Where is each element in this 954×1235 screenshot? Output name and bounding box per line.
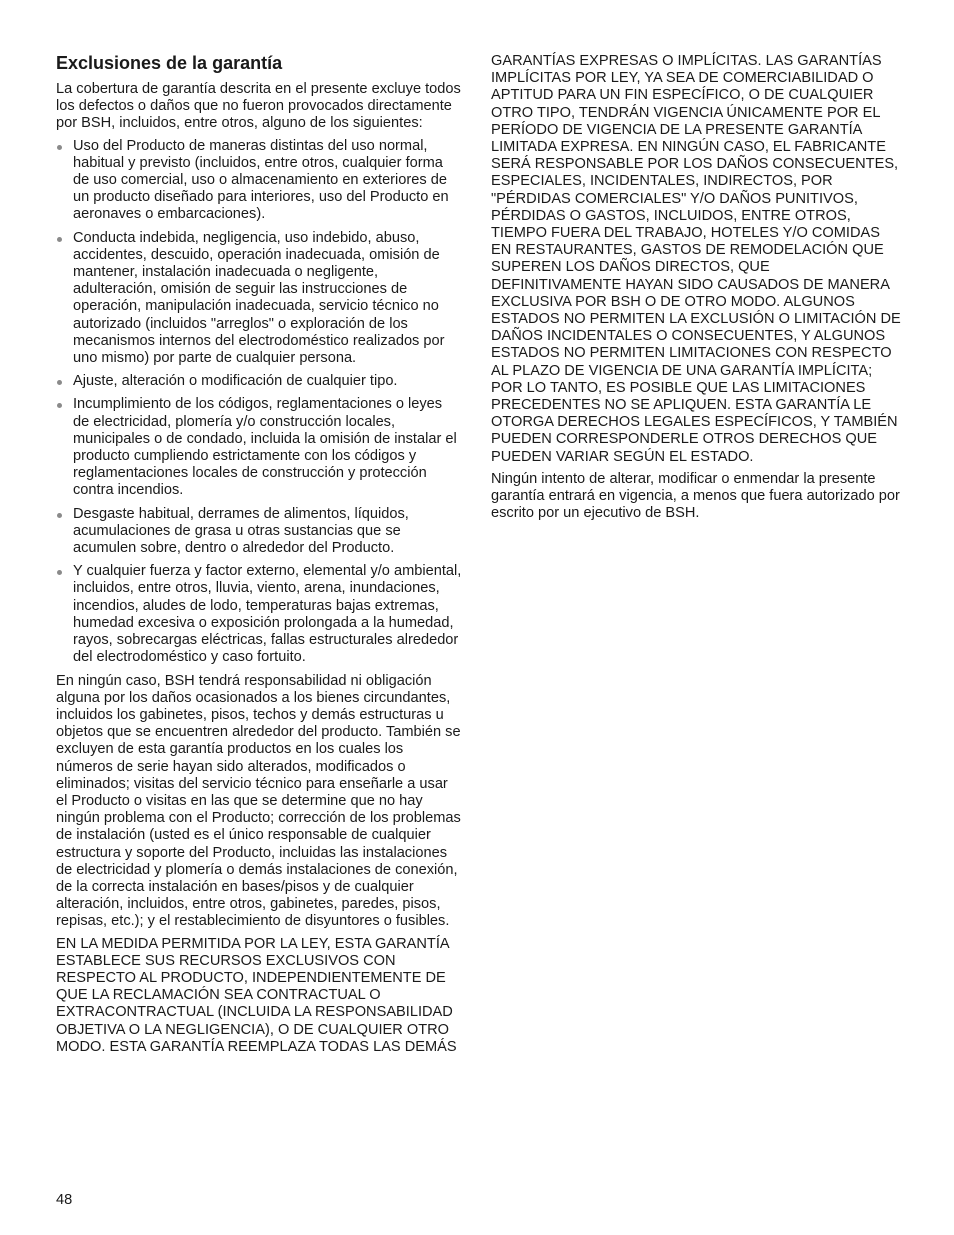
bullet-icon bbox=[57, 570, 62, 575]
list-item-text: Incumplimiento de los códigos, reglamentaciones o leyes de electricidad, plomería y/o construcción locales, municipales o de condado, incluida la omisión de instalar el producto cumpliendo estrictamente con los códigos y reglamentaciones locales de construcción y protección contra incendios. bbox=[73, 396, 457, 499]
legal-paragraph-part2: GARANTÍAS EXPRESAS O IMPLÍCITAS. LAS GARANTÍAS IMPLÍCITAS POR LEY, YA SEA DE COMERCIABILIDAD O APTITUD PARA UN FIN ESPECÍFICO, O DE CUALQUIER OTRO TIPO, TENDRÁN VIGENCIA ÚNICAMENTE POR EL PERÍODO DE VIGENCIA DE LA PRESENTE GARANTÍA LIMITADA EXPRESA. EN NINGÚN CASO, EL FABRICANTE SERÁ RESPONSABLE POR LOS DAÑOS CONSECUENTES, ESPECIALES, INCIDENTALES, INDIRECTOS, POR "PÉRDIDAS COMERCIALES" Y/O DAÑOS PUNITIVOS, PÉRDIDAS O GASTOS, INCLUIDOS, ENTRE OTROS, TIEMPO FUERA DEL TRABAJO, HOTELES Y/O COMIDAS EN RESTAURANTES, GASTOS DE REMODELACIÓN QUE SUPEREN LOS DAÑOS DIRECTOS, QUE DEFINITIVAMENTE HAYAN SIDO CAUSADOS DE MANERA EXCLUSIVA POR BSH O DE OTRO MODO. ALGUNOS ESTADOS NO PERMITEN LA EXCLUSIÓN O LIMITACIÓN DE DAÑOS INCIDENTALES O CONSECUENTES, Y ALGUNOS ESTADOS NO PERMITEN LIMITACIONES CON RESPECTO AL PLAZO DE VIGENCIA DE UNA GARANTÍA IMPLÍCITA; POR LO TANTO, ES POSIBLE QUE LAS LIMITACIONES PRECEDENTES NO SE APLIQUEN. ESTA GARANTÍA LE OTORGA DERECHOS LEGALES ESPECÍFICOS, Y TAMBIÉN PUEDEN CORRESPONDERLE OTROS DERECHOS QUE PUEDEN VARIAR SEGÚN EL ESTADO. bbox=[491, 53, 901, 465]
bullet-icon bbox=[57, 380, 62, 385]
list-item bbox=[56, 506, 462, 558]
liability-paragraph: En ningún caso, BSH tendrá responsabilidad ni obligación alguna por los daños ocasionados a los bienes circundantes, incluidos los gabinetes, pisos, techos y demás estructuras u objetos que se encuentren alrededor del producto. También se excluyen de esta garantía productos en los cuales los números de serie hayan sido alterados, modificados o eliminados; visitas del servicio técnico para enseñarle a usar el Producto o visitas en las que se determine que no hay ningún problema con el Producto; corrección de los problemas de instalación (usted es el único responsable de cualquier estructura y soporte del Producto, incluidas las instalaciones de electricidad y plomería o demás instalaciones de conexión, de la correcta instalación en bases/pisos y de cualquier alteración, incluidos, entre otros, gabinetes, paredes, pisos, repisas, etc.); y el restablecimiento de disyuntores o fusibles. bbox=[56, 672, 461, 930]
amendment-paragraph: Ningún intento de alterar, modificar o enmendar la presente garantía entrará en vigencia, a menos que fuera autorizado por escrito por un ejecutivo de BSH. bbox=[491, 470, 900, 522]
left-column bbox=[56, 52, 462, 1061]
list-item-text: Y cualquier fuerza y factor externo, elemental y/o ambiental, incluidos, entre otros, lluvia, viento, arena, inundaciones, incendios, aludes de lodo, temperaturas bajas extremas, humedad excesiva o exposición prolongada a la humedad, rayos, sobrecargas eléctricas, fallas estructurales alrededor del electrodoméstico y caso fortuito. bbox=[73, 563, 462, 666]
list-item bbox=[56, 563, 462, 666]
bullet-icon bbox=[57, 237, 62, 242]
page-number: 48 bbox=[56, 1192, 73, 1208]
section-title: Exclusiones de la garantía bbox=[56, 53, 283, 73]
list-item-text: Uso del Producto de maneras distintas del uso normal, habitual y previsto (incluidos, entre otros, cualquier forma de uso comercial, uso o almacenamiento en exteriores de un producto diseñado para interiores, uso del Producto en aeronaves o embarcaciones). bbox=[73, 137, 449, 223]
list-item bbox=[56, 373, 462, 390]
legal-paragraph-part1: EN LA MEDIDA PERMITIDA POR LA LEY, ESTA GARANTÍA ESTABLECE SUS RECURSOS EXCLUSIVOS CON RESPECTO AL PRODUCTO, INDEPENDIENTEMENTE DE QUE LA RECLAMACIÓN SEA CONTRACTUAL O EXTRACONTRACTUAL (INCLUIDA LA RESPONSABILIDAD OBJETIVA O LA NEGLIGENCIA), O DE CUALQUIER OTRO MODO. ESTA GARANTÍA REEMPLAZA TODAS LAS DEMÁS bbox=[56, 935, 457, 1055]
list-item bbox=[56, 396, 462, 499]
bullet-icon bbox=[57, 513, 62, 518]
list-item bbox=[56, 230, 462, 368]
intro-paragraph: La cobertura de garantía descrita en el presente excluye todos los defectos o daños que no fueron provocados directamente por BSH, incluidos, entre otros, alguno de los siguientes: bbox=[56, 81, 461, 132]
list-item-text: Conducta indebida, negligencia, uso indebido, abuso, accidentes, descuido, operación inadecuada, omisión de mantener, instalación inadecuada o negligente, adulteración, omisión de seguir las instrucciones de operación, manipulación inadecuada, servicio técnico no autorizado (incluidos "arreglos" o exploración de los mecanismos internos del electrodoméstico realizados por uno mismo) por parte de cualquier persona. bbox=[73, 229, 445, 367]
exclusions-list bbox=[56, 138, 462, 667]
right-column bbox=[491, 53, 903, 527]
list-item-text: Desgaste habitual, derrames de alimentos, líquidos, acumulaciones de grasa u otras sustancias que se acumulen sobre, dentro o alrededor del Producto. bbox=[73, 505, 409, 557]
list-item bbox=[56, 138, 462, 224]
bullet-icon bbox=[57, 403, 62, 408]
list-item-text: Ajuste, alteración o modificación de cualquier tipo. bbox=[73, 373, 398, 390]
bullet-icon bbox=[57, 145, 62, 150]
